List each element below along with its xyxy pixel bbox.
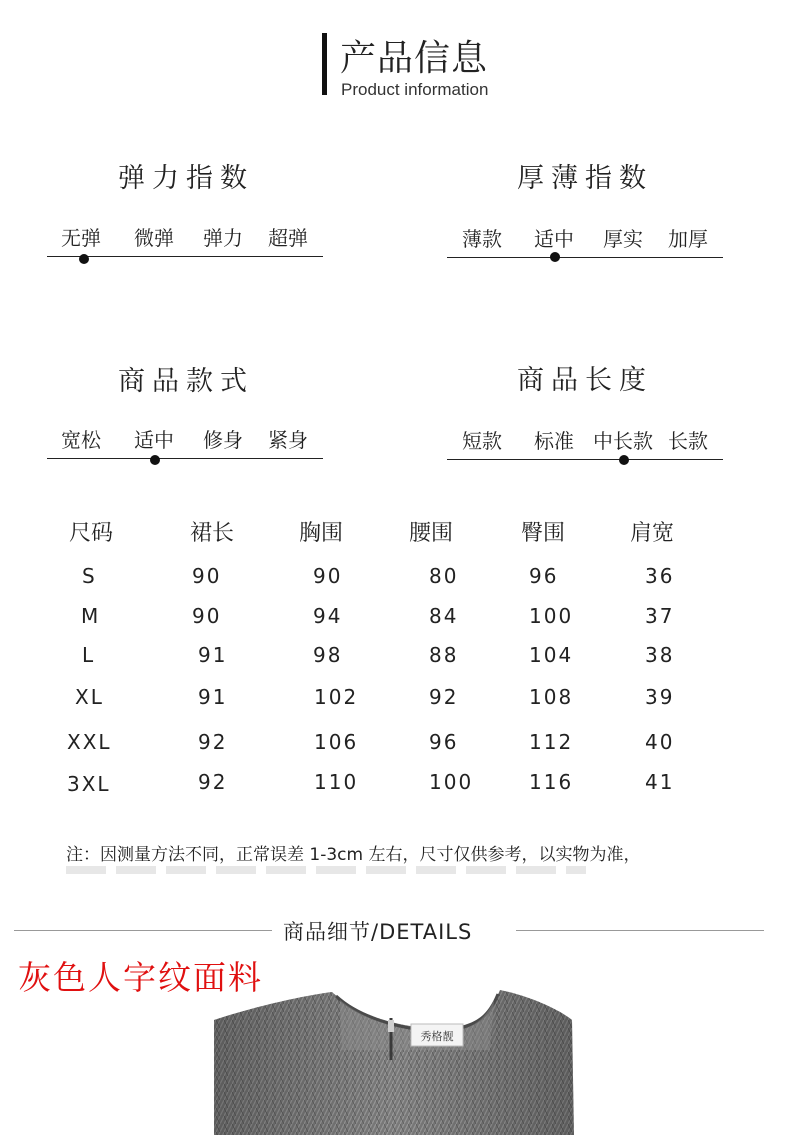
table-cell: XXL — [67, 730, 112, 754]
index-selected-dot — [619, 455, 629, 465]
table-cell: M — [81, 604, 101, 628]
index-option: 加厚 — [668, 227, 708, 251]
table-cell: 102 — [314, 685, 359, 709]
index-option: 适中 — [534, 227, 574, 251]
index-option: 厚实 — [603, 227, 643, 251]
table-cell: 38 — [645, 643, 675, 667]
table-cell: 36 — [645, 564, 675, 588]
table-cell: 104 — [529, 643, 574, 667]
index-option: 微弹 — [134, 226, 174, 250]
table-cell: 84 — [429, 604, 459, 628]
page-title: 产品信息 — [340, 38, 489, 79]
table-header: 肩宽 — [630, 521, 675, 546]
index-option: 修身 — [203, 428, 243, 452]
table-cell: XL — [75, 685, 104, 709]
fabric-label: 灰色人字纹面料 — [18, 958, 263, 997]
table-cell: 100 — [529, 604, 574, 628]
table-cell: 91 — [198, 643, 228, 667]
index-selected-dot — [550, 252, 560, 262]
index-scale-line — [447, 257, 723, 258]
index-title: 商品长度 — [517, 365, 653, 396]
header-accent-bar — [322, 33, 327, 95]
index-option: 标准 — [534, 429, 574, 453]
index-scale-line — [447, 459, 723, 460]
table-cell: 92 — [198, 730, 228, 754]
faint-text-line — [66, 866, 586, 874]
table-cell: 37 — [645, 604, 675, 628]
index-selected-dot — [79, 254, 89, 264]
table-cell: 90 — [192, 564, 222, 588]
table-cell: 92 — [198, 770, 228, 794]
table-cell: 39 — [645, 685, 675, 709]
table-cell: 112 — [529, 730, 574, 754]
index-title: 商品款式 — [118, 366, 254, 397]
brand-tag-text: 秀格靓 — [420, 1030, 454, 1043]
table-cell: 90 — [192, 604, 222, 628]
table-cell: 80 — [429, 564, 459, 588]
index-option: 中长款 — [593, 429, 653, 453]
table-cell: S — [82, 564, 97, 588]
table-header: 臀围 — [521, 521, 566, 546]
table-cell: 96 — [429, 730, 459, 754]
table-header: 裙长 — [190, 521, 235, 546]
measurement-note: 注：因测量方法不同，正常误差 1-3cm 左右，尺寸仅供参考，以实物为准， — [66, 845, 641, 865]
table-cell: L — [82, 643, 96, 667]
index-selected-dot — [150, 455, 160, 465]
table-cell: 106 — [314, 730, 359, 754]
index-option: 弹力 — [203, 226, 243, 250]
table-cell: 108 — [529, 685, 574, 709]
table-cell: 116 — [529, 770, 574, 794]
divider-left — [14, 930, 272, 931]
table-cell: 3XL — [67, 772, 111, 796]
page-subtitle: Product information — [341, 80, 489, 99]
index-option: 宽松 — [61, 428, 101, 452]
index-title: 厚薄指数 — [517, 163, 653, 194]
table-cell: 96 — [529, 564, 559, 588]
table-cell: 94 — [313, 604, 343, 628]
divider-right — [516, 930, 764, 931]
index-option: 适中 — [134, 428, 174, 452]
details-heading: 商品细节/DETAILS — [283, 920, 473, 944]
table-cell: 92 — [429, 685, 459, 709]
table-cell: 88 — [429, 643, 459, 667]
table-header: 尺码 — [69, 521, 114, 546]
index-title: 弹力指数 — [118, 163, 254, 194]
table-header: 腰围 — [409, 521, 454, 546]
index-option: 紧身 — [268, 428, 308, 452]
table-cell: 40 — [645, 730, 675, 754]
index-option: 超弹 — [268, 226, 308, 250]
index-option: 无弹 — [61, 226, 101, 250]
index-option: 薄款 — [462, 227, 502, 251]
index-option: 短款 — [462, 429, 502, 453]
table-cell: 110 — [314, 770, 359, 794]
index-option: 长款 — [668, 429, 708, 453]
table-cell: 98 — [313, 643, 343, 667]
table-cell: 100 — [429, 770, 474, 794]
index-scale-line — [47, 458, 323, 459]
table-cell: 90 — [313, 564, 343, 588]
dress-photo — [0, 980, 790, 1135]
table-header: 胸围 — [299, 521, 344, 546]
table-cell: 41 — [645, 770, 675, 794]
table-cell: 91 — [198, 685, 228, 709]
